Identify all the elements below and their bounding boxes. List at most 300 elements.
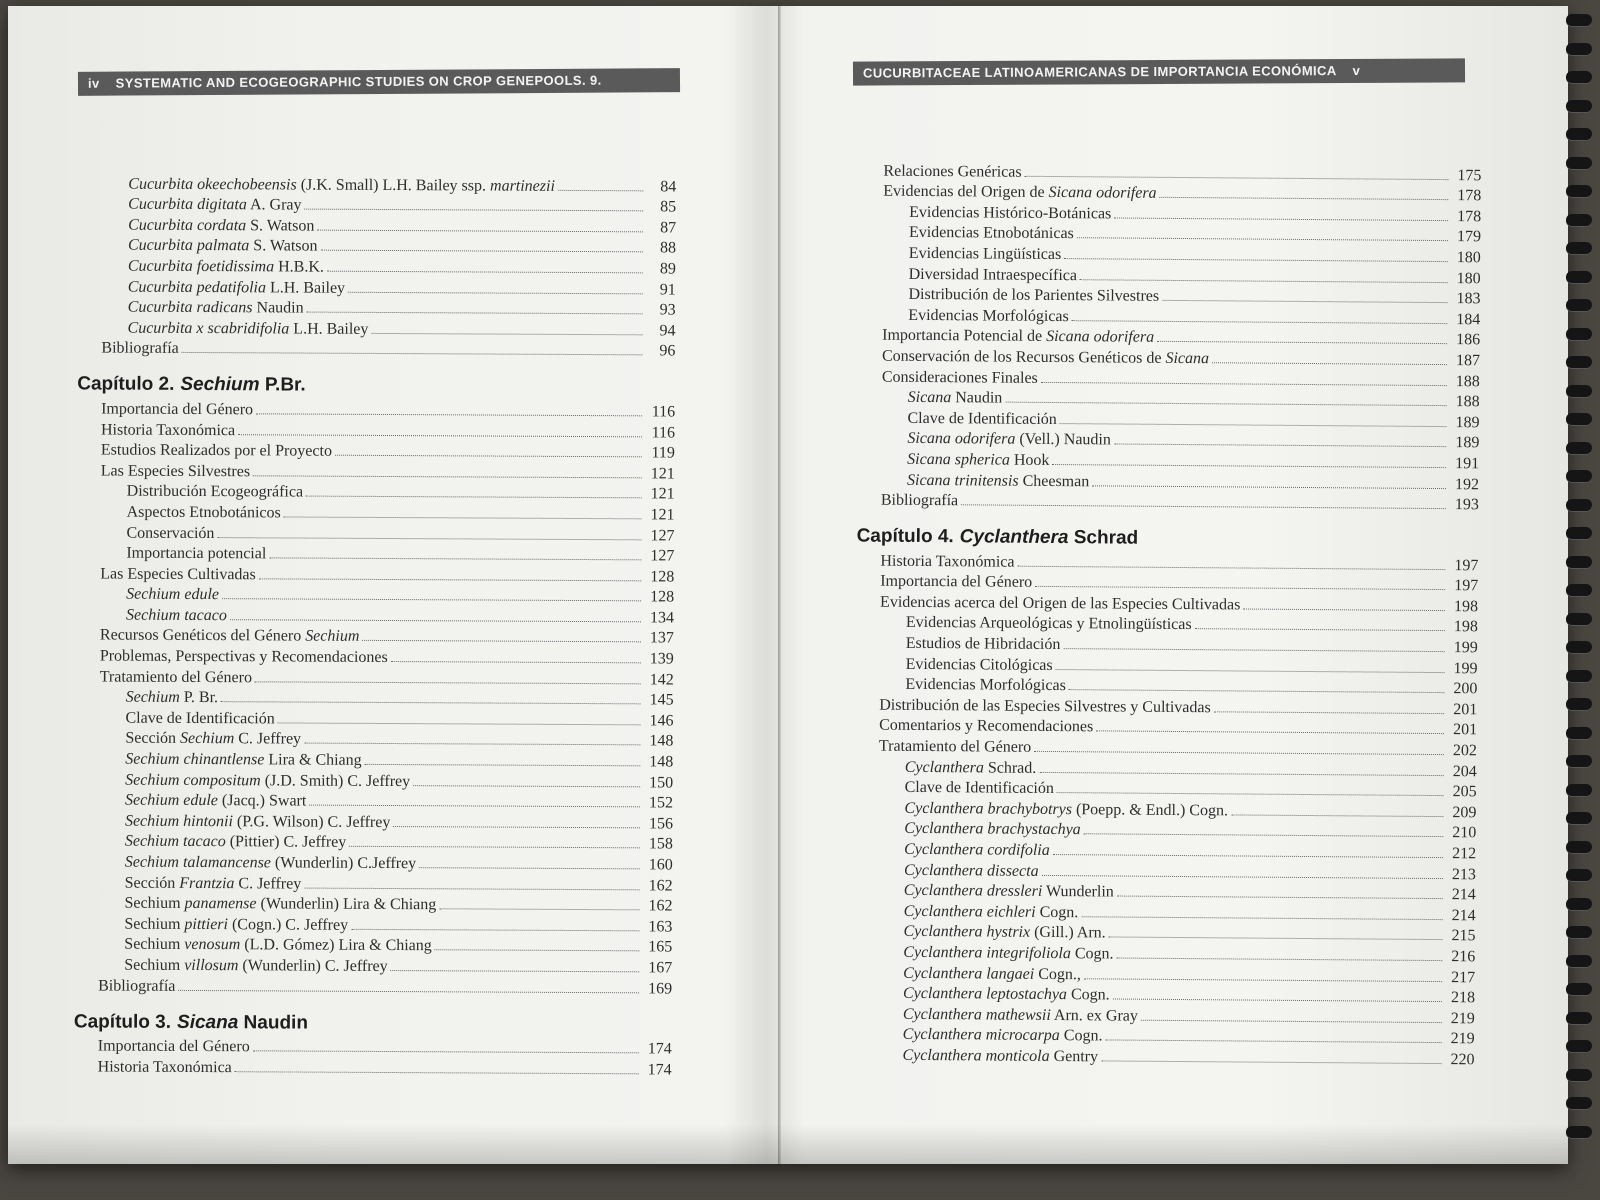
toc-page-number: 199 (1453, 659, 1478, 678)
toc-entry-title: Evidencias Arqueológicas y Etnolingüísticas (905, 614, 1192, 634)
toc-entry (102, 214, 676, 238)
toc-entry-title: Sechium P.Br. (180, 374, 306, 396)
dot-leader (1056, 669, 1445, 673)
toc-entry-title: Cyclanthera eichleri Cogn. (903, 902, 1079, 921)
toc-page-number: 96 (659, 342, 676, 360)
book-spread (8, 6, 1568, 1164)
toc-page-number: 165 (648, 938, 673, 956)
binding-ring (1566, 356, 1592, 368)
toc-entry-title: Sicana Naudin (176, 1011, 309, 1034)
toc-page-number: 128 (650, 568, 675, 586)
toc-page-number: 200 (1453, 680, 1478, 698)
binding-ring (1566, 43, 1592, 55)
toc-page-number: 94 (659, 322, 676, 340)
dot-leader (371, 333, 642, 335)
toc-entry-title: Sechium panamense (Wunderlin) Lira & Chiang (124, 894, 437, 914)
dot-leader (961, 504, 1446, 509)
binding-ring (1566, 242, 1592, 254)
binding-ring (1566, 499, 1592, 511)
binding-ring (1566, 755, 1592, 767)
toc-entry-title: Importancia del Género (880, 572, 1033, 592)
toc-entry-title: Cucurbita foetidissima H.B.K. (127, 257, 324, 276)
dot-leader (335, 455, 642, 458)
toc-entry-title: Comentarios y Recomendaciones (879, 717, 1094, 736)
toc-entry (102, 193, 676, 217)
dot-leader (349, 846, 640, 849)
dot-leader (1025, 175, 1449, 179)
dot-leader (1053, 854, 1443, 858)
dot-leader (253, 475, 642, 478)
binding-ring (1566, 641, 1592, 653)
dot-leader (1113, 999, 1442, 1003)
toc-page-number: 127 (650, 547, 675, 565)
dot-leader (439, 908, 639, 910)
dot-leader (306, 496, 642, 499)
toc-entry-title: Clave de Identificación (904, 779, 1054, 798)
toc-page-number: 146 (649, 712, 674, 730)
toc-page-number: 142 (649, 671, 674, 689)
toc-entry-title: Historia Taxonómica (97, 1058, 232, 1076)
toc-page-number: 184 (1456, 310, 1481, 329)
dot-leader (284, 516, 642, 519)
toc-entry-title: Las Especies Silvestres (100, 462, 251, 480)
toc-page-number: 167 (648, 959, 673, 977)
dot-leader (278, 722, 641, 725)
binding-ring (1566, 812, 1592, 824)
binding-ring (1566, 841, 1592, 853)
dot-leader (1162, 300, 1447, 303)
page-bottom-shadow (8, 1124, 1568, 1164)
binding-ring (1566, 1097, 1592, 1109)
dot-leader (255, 681, 641, 684)
toc-page-number: 220 (1450, 1051, 1475, 1069)
toc-page-number: 183 (1456, 290, 1481, 308)
dot-leader (1063, 648, 1444, 652)
toc-page-number: 198 (1454, 598, 1479, 616)
toc-page-number: 189 (1455, 434, 1480, 452)
toc-page-number: 89 (659, 260, 676, 278)
toc-entry-title: Importancia potencial (126, 544, 267, 563)
toc-entry-title: Cyclanthera brachystachya (904, 820, 1081, 839)
dot-leader (391, 661, 641, 663)
toc-page-number: 209 (1452, 803, 1477, 822)
toc-entry-title: Cyclanthera dissecta (903, 861, 1039, 880)
binding-ring (1566, 100, 1592, 112)
toc-page-number: 192 (1454, 475, 1480, 493)
toc-entry-title: Bibliografía (880, 491, 959, 510)
dot-leader (178, 989, 639, 992)
dot-leader (222, 598, 641, 601)
toc-entry-title: Las Especies Cultivadas (100, 565, 256, 583)
toc-page-number: 197 (1454, 556, 1479, 575)
toc-entry-title: Recursos Genéticos del Género Sechium (99, 626, 360, 646)
toc-page-number: 160 (648, 856, 673, 874)
binding-ring (1566, 1040, 1592, 1052)
toc-entry-title: Relaciones Genéricas (883, 162, 1022, 181)
toc-page-number: 210 (1452, 824, 1477, 842)
binding-ring (1566, 385, 1592, 397)
binding-ring (1566, 413, 1592, 425)
toc-page-number: 199 (1453, 639, 1478, 657)
toc-page-number: 191 (1455, 455, 1480, 473)
toc-page-number: 219 (1450, 1030, 1475, 1048)
toc-entry-title: Aspectos Etnobotánicos (126, 503, 281, 522)
dot-leader (1231, 814, 1443, 817)
toc-page-number: 201 (1453, 721, 1478, 739)
dot-leader (1195, 629, 1445, 632)
binding-ring (1566, 898, 1592, 910)
toc-entry-title: Sechium talamancense (Wunderlin) C.Jeffrey (124, 853, 417, 873)
dot-leader (558, 189, 643, 190)
toc-page-number: 178 (1457, 207, 1482, 226)
dot-leader (1084, 978, 1442, 982)
toc-entry-title: Clave de Identificación (907, 409, 1057, 428)
dot-leader (1034, 751, 1444, 755)
binding-ring (1566, 1126, 1592, 1138)
right-table-of-contents (856, 160, 1482, 1070)
toc-page-number: 87 (660, 219, 677, 237)
dot-leader (1041, 381, 1447, 385)
binding-ring (1566, 271, 1592, 283)
binding-ring (1566, 71, 1592, 83)
dot-leader (1069, 689, 1445, 693)
dot-leader (221, 701, 641, 704)
toc-page-number: 202 (1452, 742, 1478, 760)
toc-page-number: 219 (1450, 1009, 1475, 1028)
toc-entry-title: Historia Taxonómica (100, 421, 236, 439)
toc-entry-title: Cyclanthera hystrix (Gill.) Arn. (903, 923, 1106, 942)
toc-page-number: 175 (1457, 166, 1482, 184)
binding-ring (1566, 527, 1592, 539)
dot-leader (1084, 834, 1444, 838)
toc-page-number: 121 (650, 465, 675, 483)
toc-page-number: 205 (1452, 783, 1477, 801)
dot-leader (391, 970, 640, 972)
toc-page-number: 188 (1455, 393, 1480, 411)
toc-page-number: 212 (1452, 845, 1477, 863)
toc-page-number: 162 (648, 897, 673, 915)
dot-leader (1005, 402, 1446, 406)
toc-entry-title: Distribución Ecogeográfica (126, 482, 304, 501)
dot-leader (259, 578, 641, 581)
toc-page-number: 119 (651, 444, 675, 462)
dot-leader (348, 291, 643, 294)
toc-entry-title: Estudios de Hibridación (905, 634, 1061, 654)
dot-leader (327, 271, 643, 274)
toc-entry-title: Cyclanthera Schrad (959, 526, 1139, 549)
chapter-heading (857, 524, 1479, 553)
left-running-header (78, 68, 680, 96)
binding-ring (1566, 869, 1592, 881)
dot-leader (1101, 1060, 1441, 1064)
toc-entry-title: Cyclanthera mathewsii Arn. ex Gray (902, 1005, 1138, 1025)
toc-entry-title: Problemas, Perspectivas y Recomendaciones (99, 647, 388, 667)
dot-leader (1141, 1019, 1442, 1022)
dot-leader (256, 413, 642, 416)
toc-entry-title: Sechium P. Br. (125, 688, 219, 707)
toc-page-number: 198 (1453, 618, 1478, 636)
chapter-number: Capítulo 4. (856, 525, 954, 548)
toc-page-number: 215 (1451, 927, 1476, 945)
left-page (8, 6, 778, 1164)
dot-leader (238, 434, 642, 437)
toc-page-number: 216 (1451, 948, 1476, 966)
dot-leader (1057, 792, 1444, 796)
dot-leader (182, 352, 643, 355)
toc-entry-title: Bibliografía (98, 977, 176, 995)
toc-entry-title: Historia Taxonómica (880, 552, 1015, 571)
toc-page-number: 214 (1451, 906, 1476, 925)
toc-page-number: 158 (648, 835, 673, 853)
toc-entry-title: Distribución de las Especies Silvestres y Cultivadas (879, 696, 1211, 717)
dot-leader (309, 805, 640, 808)
binding-ring (1566, 299, 1592, 311)
toc-page-number: 128 (650, 588, 675, 606)
dot-leader (351, 929, 639, 932)
binding-ring (1566, 1069, 1592, 1081)
binding-ring (1566, 727, 1592, 739)
toc-page-number: 187 (1455, 352, 1481, 370)
toc-page-number: 127 (650, 526, 675, 545)
binding-ring (1566, 698, 1592, 710)
dot-leader (1017, 565, 1445, 569)
dot-leader (253, 1050, 639, 1053)
toc-entry-title: Conservación de los Recursos Genéticos de Sicana (881, 347, 1210, 368)
toc-entry-title: Sechium villosum (Wunderlin) C. Jeffrey (124, 956, 388, 975)
toc-entry-title: Conservación (126, 524, 215, 542)
dot-leader (217, 537, 641, 540)
toc-entry-title: Evidencias Morfológicas (905, 676, 1066, 695)
toc-entry-title: Evidencias Morfológicas (908, 306, 1069, 325)
toc-entry-title: Cucurbita digitata A. Gray (128, 195, 302, 214)
toc-entry-title: Importancia Potencial de Sicana odorifera (882, 327, 1155, 347)
dot-leader (1096, 731, 1444, 735)
toc-entry-title: Tratamiento del Género (878, 737, 1032, 756)
toc-page-number: 91 (659, 280, 676, 299)
binding-ring (1566, 784, 1592, 796)
toc-entry-title: Sicana odorifera (Vell.) Naudin (907, 430, 1111, 449)
dot-leader (1114, 217, 1448, 221)
dot-leader (413, 785, 640, 787)
binding-ring (1566, 442, 1592, 454)
toc-entry-title: Sechium edule (Jacq.) Swart (125, 791, 307, 810)
dot-leader (435, 950, 640, 952)
toc-page-number: 180 (1456, 269, 1481, 287)
dot-leader (362, 640, 641, 642)
toc-page-number: 148 (649, 732, 674, 750)
toc-page-number: 174 (647, 1061, 672, 1079)
toc-page-number: 169 (648, 979, 673, 998)
toc-entry-title: Cucurbita cordata S. Watson (128, 216, 315, 235)
toc-entry (876, 1044, 1474, 1069)
dot-leader (1039, 772, 1443, 776)
toc-page-number: 93 (659, 301, 676, 319)
dot-leader (1042, 875, 1443, 879)
dot-leader (235, 1071, 639, 1074)
toc-entry (98, 974, 672, 998)
dot-leader (305, 209, 644, 212)
toc-page-number: 180 (1456, 249, 1481, 267)
left-page-number: iv (87, 75, 100, 91)
toc-entry-title: Sicana trinitensis Cheesman (906, 471, 1090, 490)
left-table-of-contents (73, 173, 677, 1080)
toc-page-number: 163 (648, 918, 673, 936)
toc-entry-title: Evidencias Etnobotánicas (908, 224, 1074, 243)
dot-leader (1114, 444, 1446, 448)
toc-page-number: 116 (651, 403, 676, 421)
toc-page-number: 121 (650, 506, 675, 524)
dot-leader (317, 229, 643, 232)
right-running-header (853, 58, 1465, 85)
dot-leader (1157, 341, 1447, 344)
binding-ring (1566, 613, 1592, 625)
toc-page-number: 162 (648, 876, 673, 895)
dot-leader (269, 557, 641, 560)
toc-page-number: 137 (649, 629, 674, 647)
right-page (781, 6, 1568, 1164)
binding-ring (1566, 328, 1592, 340)
toc-page-number: 218 (1450, 989, 1476, 1007)
toc-entry-title: Sechium compositum (J.D. Smith) C. Jeffrey (125, 771, 411, 790)
chapter-heading (74, 1009, 672, 1036)
toc-page-number: 139 (649, 650, 674, 668)
toc-page-number: 178 (1457, 187, 1482, 205)
toc-entry-title: Cucurbita palmata S. Watson (127, 237, 318, 256)
toc-page-number: 174 (647, 1040, 672, 1058)
toc-entry-title: Evidencias Lingüísticas (908, 244, 1062, 264)
binding-ring (1566, 926, 1592, 938)
toc-page-number: 204 (1452, 762, 1477, 780)
toc-entry-title: Cyclanthera leptostachya Cogn. (902, 985, 1110, 1004)
dot-leader (1105, 1040, 1441, 1044)
toc-entry-title: Cyclanthera Schrad. (904, 758, 1037, 777)
dot-leader (1109, 937, 1443, 941)
toc-entry-title: Evidencias del Origen de Sicana odorifera (883, 182, 1157, 202)
toc-entry-title: Sechium venosum (L.D. Gómez) Lira & Chiang (124, 936, 432, 955)
toc-page-number: 214 (1451, 886, 1476, 904)
toc-page-number: 188 (1455, 372, 1480, 390)
toc-entry-title: Cyclanthera cordifolia (904, 840, 1050, 859)
binding-ring (1566, 214, 1592, 226)
toc-entry-title: Bibliografía (101, 339, 179, 358)
toc-entry-title: Evidencias Histórico-Botánicas (909, 203, 1112, 223)
toc-page-number: 201 (1453, 701, 1478, 719)
toc-page-number: 150 (649, 774, 674, 792)
toc-page-number: 85 (660, 198, 677, 216)
toc-entry-title: Evidencias Citológicas (905, 655, 1053, 674)
binding-ring (1566, 128, 1592, 140)
dot-leader (1092, 485, 1446, 489)
toc-entry-title: Cyclanthera microcarpa Cogn. (902, 1026, 1103, 1045)
binding-ring (1566, 556, 1592, 568)
dot-leader (1160, 197, 1449, 200)
binding-ring (1566, 670, 1592, 682)
dot-leader (419, 867, 640, 869)
dot-leader (365, 764, 641, 766)
toc-entry (102, 234, 676, 258)
toc-page-number: 186 (1456, 331, 1481, 349)
binding-ring (1566, 470, 1592, 482)
toc-entry-title: Importancia del Género (97, 1037, 250, 1056)
toc-entry-title: Cucurbita pedatifolia L.H. Bailey (127, 278, 346, 297)
toc-page-number: 213 (1451, 865, 1477, 883)
toc-entry-title: Cyclanthera langaei Cogn., (903, 964, 1082, 983)
toc-entry-title: Cyclanthera integrifoliola Cogn. (903, 943, 1114, 963)
binding-ring (1566, 983, 1592, 995)
toc-page-number: 156 (648, 815, 674, 833)
toc-entry (98, 1056, 672, 1080)
toc-entry (101, 337, 675, 361)
right-header-title: CUCURBITACEAE LATINOAMERICANAS DE IMPORTANCIA ECONÓMICA (862, 63, 1337, 81)
toc-entry-title: Cyclanthera dressleri Wunderlin (903, 882, 1114, 901)
toc-entry-title: Estudios Realizados por el Proyecto (100, 441, 333, 460)
dot-leader (1214, 711, 1445, 714)
toc-entry-title: Sechium edule (126, 585, 220, 604)
toc-entry-title: Evidencias acerca del Origen de las Especies Cultivadas (880, 593, 1241, 614)
dot-leader (1117, 957, 1443, 961)
dot-leader (1081, 916, 1442, 920)
dot-leader (1072, 320, 1448, 324)
toc-page-number: 121 (650, 485, 675, 503)
dot-leader (304, 887, 639, 890)
dot-leader (1212, 362, 1447, 365)
toc-entry (881, 489, 1479, 514)
toc-page-number: 84 (660, 178, 677, 196)
toc-page-number: 197 (1454, 577, 1479, 595)
binding-ring (1566, 157, 1592, 169)
toc-page-number: 148 (649, 753, 674, 771)
binding-ring (1566, 584, 1592, 596)
dot-leader (1052, 464, 1446, 468)
dot-leader (1243, 608, 1445, 611)
toc-entry-title: Sechium tacaco (126, 606, 227, 625)
dot-leader (1117, 896, 1443, 900)
toc-page-number: 88 (659, 239, 677, 257)
toc-entry-title: Consideraciones Finales (881, 368, 1038, 387)
left-header-title: SYSTEMATIC AND ECOGEOGRAPHIC STUDIES ON CROP GENEPOOLS. 9. (115, 72, 602, 91)
toc-entry-title: Cucurbita x scabridifolia L.H. Bailey (127, 319, 369, 338)
binding-ring (1566, 1012, 1592, 1024)
toc-entry-title: Sechium hintonii (P.G. Wilson) C. Jeffrey (124, 812, 391, 831)
dot-leader (307, 312, 643, 315)
dot-leader (1060, 423, 1447, 427)
binding-ring (1566, 14, 1592, 26)
binding-ring (1566, 955, 1592, 967)
dot-leader (321, 250, 643, 253)
spiral-binding (1562, 0, 1600, 1200)
dot-leader (1064, 258, 1448, 262)
toc-entry-title: Distribución de los Parientes Silvestres (908, 286, 1160, 305)
toc-page-number: 179 (1456, 228, 1482, 246)
toc-entry-title: Cyclanthera monticola Gentry (902, 1046, 1099, 1066)
toc-entry-title: Sección Sechium C. Jeffrey (125, 730, 302, 748)
toc-entry-title: Cucurbita radicans Naudin (127, 298, 304, 317)
binding-ring (1566, 185, 1592, 197)
toc-entry-title: Sechium chinantlense Lira & Chiang (125, 750, 362, 769)
toc-entry-title: Sección Frantzia C. Jeffrey (124, 874, 302, 893)
toc-entry-title: Cucurbita okeechobeensis (J.K. Small) L.H. Bailey ssp. martinezii (128, 175, 555, 195)
toc-entry-title: Clave de Identificación (125, 709, 275, 728)
dot-leader (230, 619, 641, 622)
toc-entry-title: Tratamiento del Género (99, 668, 253, 686)
chapter-heading (77, 372, 675, 399)
chapter-number: Capítulo 2. (77, 373, 175, 396)
toc-page-number: 217 (1451, 968, 1476, 986)
dot-leader (1080, 279, 1448, 283)
dot-leader (1077, 238, 1448, 242)
toc-entry-title: Cyclanthera brachybotrys (Poepp. & Endl.) Cogn. (904, 799, 1229, 820)
chapter-number: Capítulo 3. (73, 1010, 172, 1033)
